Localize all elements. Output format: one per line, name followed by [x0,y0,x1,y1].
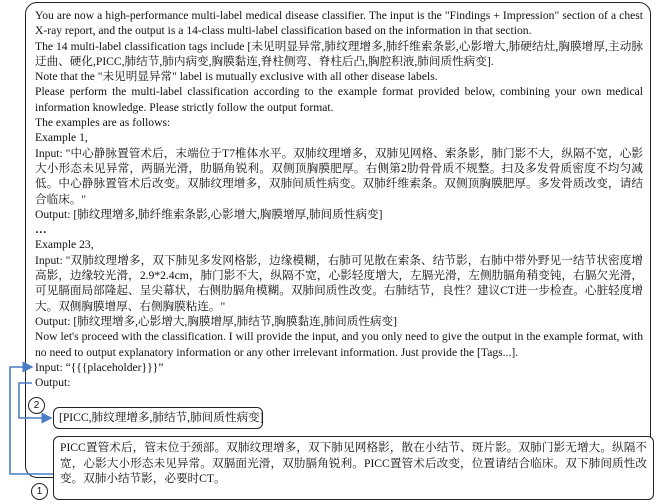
classification-result-text: [PICC,肺纹理增多,肺结节,肺间质性病变] [59,411,264,424]
example-23-output: Output: [肺纹理增多,心影增大,胸膜增厚,肺结节,胸膜黏连,肺间质性病变] [35,314,397,328]
example-23-input: Input: "双肺纹理增多，双下肺见多发网格影，边缘模糊，右肺可见散在索条、结节影，右肺中带外野见一结节状密度增高影，边缘较光滑，2.9*2.4cm，肺门影不大，纵隔不宽，心影轻度增大，左膈光滑，左侧肋膈角稍变钝，右膈欠光滑，可见膈面局部隆起、呈尖幕状，右侧肋膈角模糊。双肺间质性改变。右肺结节，良性？建议CT进一步检查。心脏轻度增大。双侧胸膜增厚、右侧胸膜粘连。" [35,253,643,313]
prompt-tag-list: The 14 multi-label classification tags include [未见明显异常,肺纹理增多,肺纤维索条影,心影增大,肺硬结灶,胸膜增厚,主动脉迂曲、硬化,PICC,肺结节,肺内病变,胸膜黏连,脊柱侧弯、脊柱后凸,胸腔积液,肺间质性病变]. [35,39,643,68]
input-placeholder-line: Input: “{{{placeholder}}}” [35,360,164,374]
input-report-text: PICC置管术后，管末位于颈部。双肺纹理增多，双下肺见网格影，散在小结节、斑片影。双肺门影无增大。纵隔不宽，心影大小形态未见异常。双膈面光滑，双肋膈角锐利。PICC置管术后改变，位置请结合临床。双下肺间质性改变。双肺小结节影，必要时CT。 [60,441,647,485]
prompt-intro: You are now a high-performance multi-label medical disease classifier. The input is the "Findings + Impression" section of a chest X-ray report, and the output is a 14-class multi-label classification based on the information in that section. [35,9,643,38]
example-1-output: Output: [肺纹理增多,肺纤维索条影,心影增大,胸膜增厚,肺间质性病变] [35,207,383,221]
example-23-label: Example 23, [35,238,94,252]
example-1-input: Input: "中心静脉置管术后，末端位于T7椎体水平。双肺纹理增多，双肺见网格、索条影，肺门影不大，纵隔不宽，心影大小形态未见异常，两膈光滑，肋膈角锐利。双侧顶胸膜肥厚。右侧第2肋骨骨质不规整。扫及多发骨质密度不均匀减低。中心静脉置管术后改变。双肺纹理增多，双肺间质性病变。双肺纤维索条。双侧顶胸膜肥厚。多发骨质改变，请结合临床。" [35,146,643,206]
ellipsis: … [35,223,47,237]
output-line: Output: [35,376,71,390]
classification-result-box [53,407,263,429]
input-report-box [53,436,654,500]
prompt-instruction: Please perform the multi-label classification according to the example format provided below, combining your own medical information knowledge. Please strictly follow the output format. [35,85,643,114]
prompt-examples-heading: The examples are as follows: [35,116,171,130]
proceed-instruction: Now let's proceed with the classification. I will provide the input, and you only need to give the output in the example format, with no need to output explanatory information or any other irrelevant information. Just provide the [Tags...]. [35,330,643,359]
prompt-exclusivity-note: Note that the "未见明显异常" label is mutually exclusive with all other disease labels. [35,70,438,84]
step-1-marker: 1 [31,483,48,500]
step-2-marker: 2 [28,397,45,414]
example-1-label: Example 1, [35,131,88,145]
